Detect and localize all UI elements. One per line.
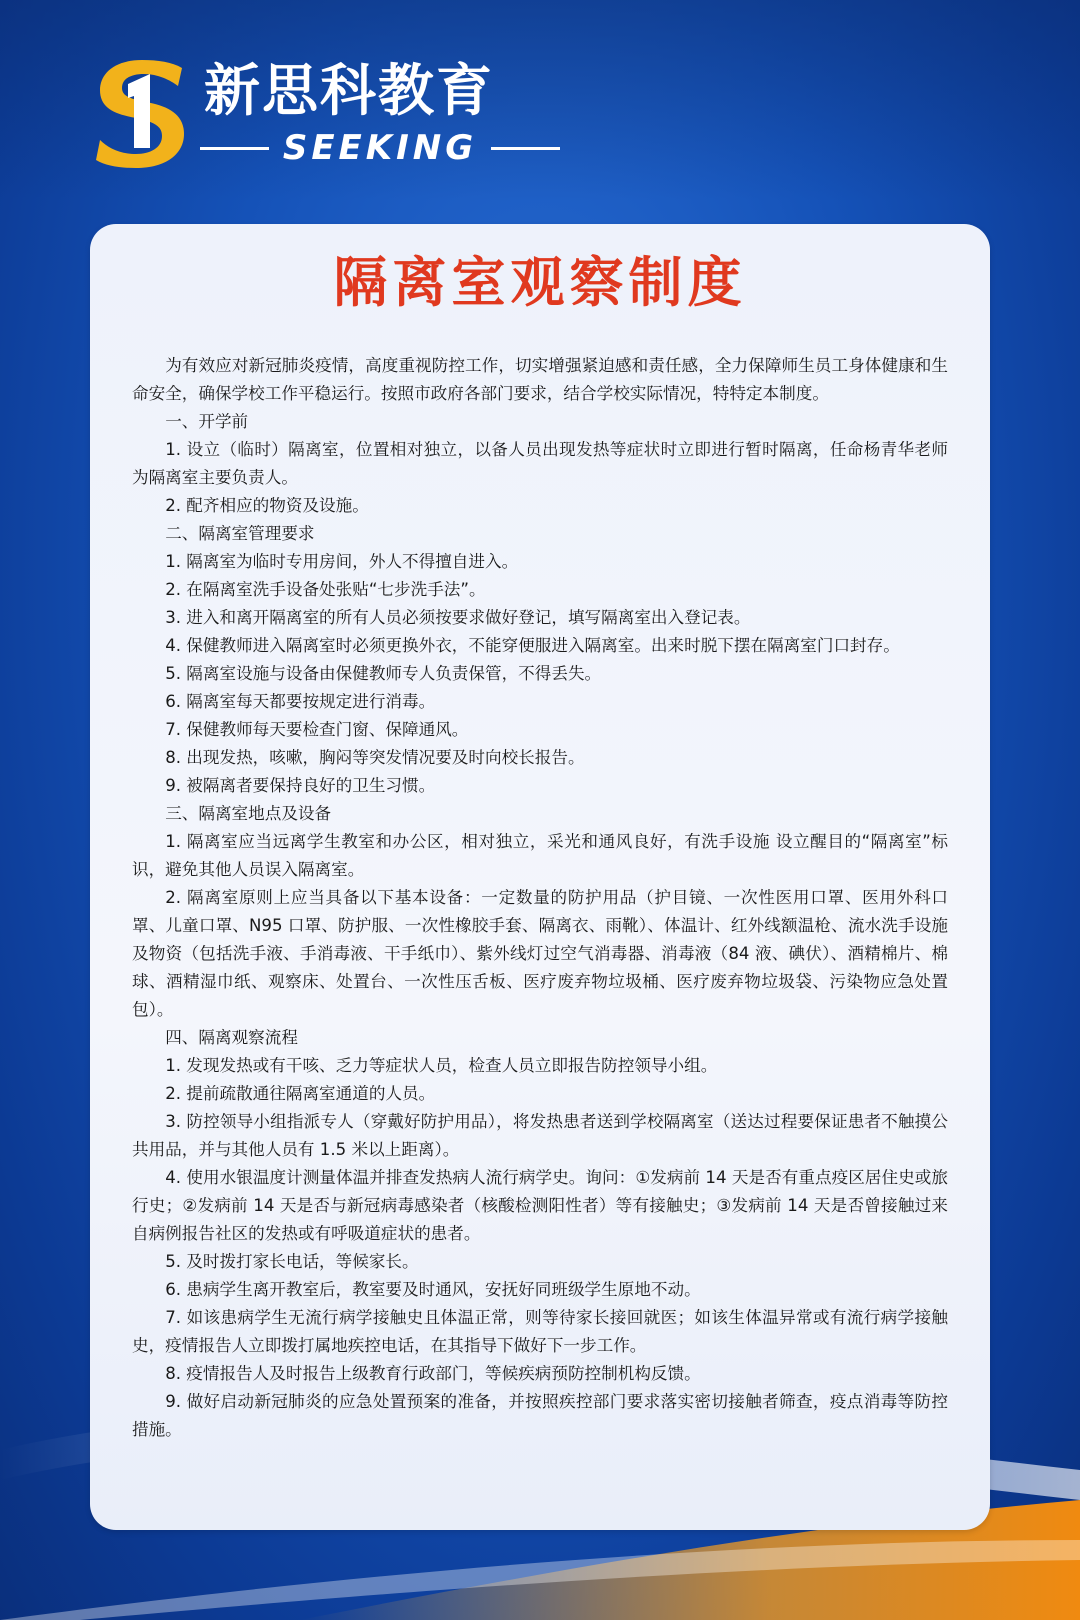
list-item: 4. 保健教师进入隔离室时必须更换外衣，不能穿便服进入隔离室。出来时脱下摆在隔离室门口封存。 xyxy=(165,636,900,655)
list-item: 7. 如该患病学生无流行病学接触史且体温正常，则等待家长接回就医；如该生体温异常或有流行病学接触史，疫情报告人立即拨打属地疾控电话，在其指导下做好下一步工作。 xyxy=(132,1308,948,1355)
document-body xyxy=(132,352,948,1444)
list-item: 5. 隔离室设施与设备由保健教师专人负责保管，不得丢失。 xyxy=(165,664,602,683)
content-panel xyxy=(90,224,990,1530)
seeking-s1-logo-icon xyxy=(92,56,192,170)
section-heading: 二、隔离室管理要求 xyxy=(165,524,315,543)
list-item: 2. 提前疏散通往隔离室通道的人员。 xyxy=(165,1084,436,1103)
list-item: 5. 及时拨打家长电话，等候家长。 xyxy=(165,1252,419,1271)
divider-line-left xyxy=(200,147,269,150)
section-heading: 三、隔离室地点及设备 xyxy=(165,804,332,823)
list-item: 9. 做好启动新冠肺炎的应急处置预案的准备，并按照疾控部门要求落实密切接触者筛查，疫点消毒等防控措施。 xyxy=(132,1392,948,1439)
intro-paragraph: 为有效应对新冠肺炎疫情，高度重视防控工作，切实增强紧迫感和责任感，全力保障师生员工身体健康和生命安全，确保学校工作平稳运行。按照市政府各部门要求，结合学校实际情况，特特定本制度。 xyxy=(132,356,948,403)
document-title: 隔离室观察制度 xyxy=(333,251,747,314)
list-item: 3. 防控领导小组指派专人（穿戴好防护用品），将发热患者送到学校隔离室（送达过程要保证患者不触摸公共用品，并与其他人员有 1.5 米以上距离）。 xyxy=(132,1112,948,1159)
list-item: 1. 发现发热或有干咳、乏力等症状人员，检查人员立即报告防控领导小组。 xyxy=(165,1056,718,1075)
list-item: 2. 配齐相应的物资及设施。 xyxy=(165,496,369,515)
list-item: 2. 在隔离室洗手设备处张贴“七步洗手法”。 xyxy=(165,580,486,599)
list-item: 1. 隔离室应当远离学生教室和办公区，相对独立，采光和通风良好，有洗手设施 设立醒目的“隔离室”标识，避免其他人员误入隔离室。 xyxy=(132,832,948,879)
divider-line-right xyxy=(491,147,560,150)
brand-name-en-row xyxy=(200,128,560,168)
list-item: 8. 疫情报告人及时报告上级教育行政部门，等候疾病预防控制机构反馈。 xyxy=(165,1364,701,1383)
list-item: 4. 使用水银温度计测量体温并排查发热病人流行病学史。询问：①发病前 14 天是否有重点疫区居住史或旅行史；②发病前 14 天是否与新冠病毒感染者（核酸检测阳性者）等有接触史；③发病前 14 天是否曾接触过来自病例报告社区的发热或有呼吸道症状的患者。 xyxy=(132,1168,948,1243)
section-heading: 四、隔离观察流程 xyxy=(165,1028,298,1047)
list-item: 8. 出现发热，咳嗽，胸闷等突发情况要及时向校长报告。 xyxy=(165,748,585,767)
brand-name-cn: 新思科教育 xyxy=(204,59,494,124)
list-item: 7. 保健教师每天要检查门窗、保障通风。 xyxy=(165,720,469,739)
brand-logo xyxy=(92,56,562,176)
list-item: 1. 设立（临时）隔离室，位置相对独立，以备人员出现发热等症状时立即进行暂时隔离，任命杨青华老师为隔离室主要负责人。 xyxy=(132,440,948,487)
list-item: 6. 患病学生离开教室后，教室要及时通风，安抚好同班级学生原地不动。 xyxy=(165,1280,701,1299)
brand-name-en: SEEKING xyxy=(282,128,478,168)
list-item: 9. 被隔离者要保持良好的卫生习惯。 xyxy=(165,776,436,795)
list-item: 3. 进入和离开隔离室的所有人员必须按要求做好登记，填写隔离室出入登记表。 xyxy=(165,608,751,627)
list-item: 1. 隔离室为临时专用房间，外人不得擅自进入。 xyxy=(165,552,519,571)
list-item: 2. 隔离室原则上应当具备以下基本设备：一定数量的防护用品（护目镜、一次性医用口罩、医用外科口罩、儿童口罩、N95 口罩、防护服、一次性橡胶手套、隔离衣、雨靴）、体温计、红外线额温枪、流水洗手设施及物资（包括洗手液、手消毒液、干手纸巾）、紫外线灯过空气消毒器、消毒液（84 液、碘伏）、酒精棉片、棉球、酒精湿巾纸、观察床、处置台、一次性压舌板、医疗废弃物垃圾桶、医疗废弃物垃圾袋、污染物应急处置包）。 xyxy=(132,888,948,1019)
section-heading: 一、开学前 xyxy=(165,412,249,431)
list-item: 6. 隔离室每天都要按规定进行消毒。 xyxy=(165,692,436,711)
